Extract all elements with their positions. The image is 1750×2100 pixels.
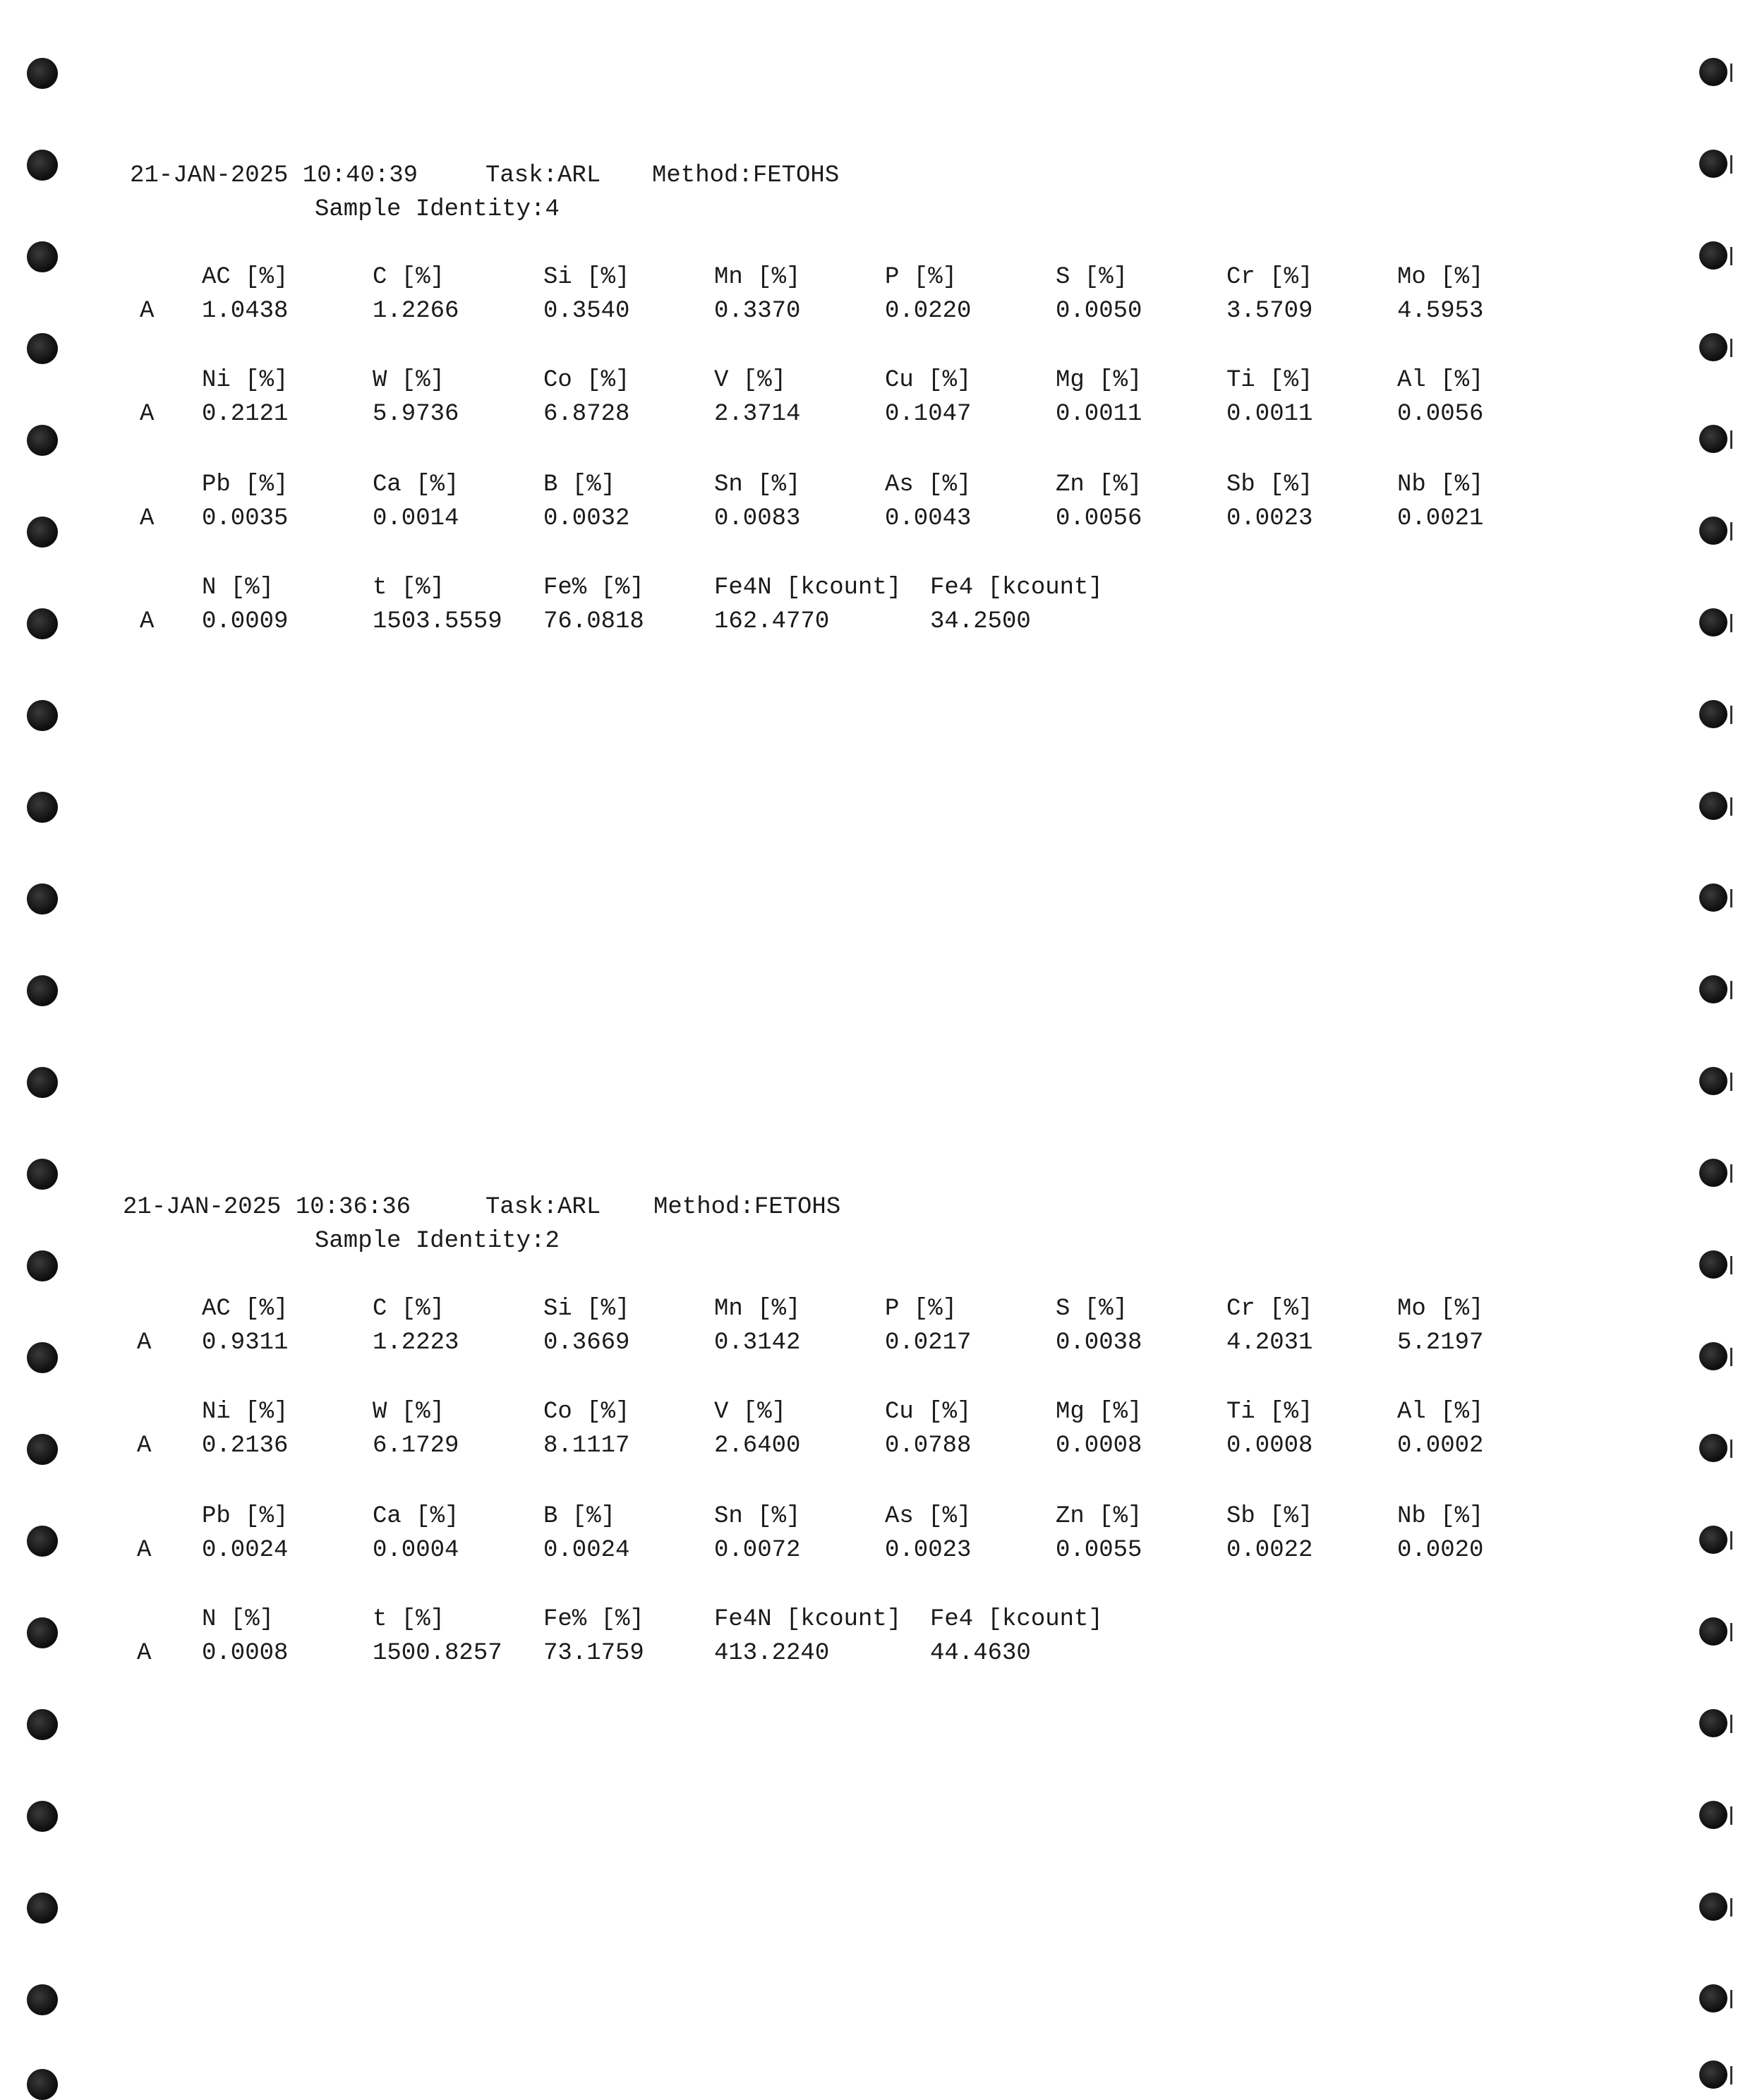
perforation-edge (1730, 981, 1732, 999)
row-marker: A (140, 505, 155, 532)
element-label: N [%] (202, 1606, 274, 1633)
row-marker: A (137, 1640, 152, 1667)
element-value: 162.4770 (714, 608, 830, 635)
element-value: 1.2266 (373, 298, 459, 325)
element-value: 0.0004 (373, 1537, 459, 1564)
perforation-edge (1730, 1073, 1732, 1091)
tractor-hole (1699, 58, 1727, 86)
report-method: Method:FETOHS (652, 162, 840, 189)
tractor-hole (1699, 241, 1727, 270)
tractor-hole (1699, 1434, 1727, 1462)
element-value: 5.9736 (373, 401, 459, 428)
element-value: 0.0008 (1226, 1432, 1313, 1459)
element-label: Nb [%] (1397, 1503, 1484, 1530)
element-value: 0.0022 (1226, 1537, 1313, 1564)
perforation-edge (1730, 1256, 1732, 1274)
element-value: 1.0438 (202, 298, 289, 325)
element-value: 0.0217 (885, 1329, 972, 1356)
perforation-edge (1730, 1164, 1732, 1183)
perforation-edge (1730, 64, 1732, 82)
element-label: Zn [%] (1056, 471, 1142, 498)
perforation-edge (1730, 706, 1732, 724)
perforation-edge (1730, 1990, 1732, 2008)
element-label: Sb [%] (1226, 471, 1313, 498)
element-label: Fe% [%] (543, 574, 644, 601)
element-value: 0.0056 (1397, 401, 1484, 428)
element-value: 1503.5559 (373, 608, 502, 635)
perforation-edge (1730, 1440, 1732, 1458)
row-marker: A (140, 298, 155, 325)
tractor-hole (1699, 975, 1727, 1003)
tractor-hole (27, 2069, 58, 2100)
perforation-edge (1730, 1898, 1732, 1917)
element-value: 0.0055 (1056, 1537, 1142, 1564)
element-value: 0.0021 (1397, 505, 1484, 532)
element-value: 0.0024 (202, 1537, 289, 1564)
report-task: Task:ARL (485, 162, 601, 189)
tractor-hole (1699, 333, 1727, 361)
element-label: Ti [%] (1226, 1399, 1313, 1425)
element-value: 0.2121 (202, 401, 289, 428)
element-label: Al [%] (1397, 367, 1484, 394)
element-label: Fe% [%] (543, 1606, 644, 1633)
tractor-hole (27, 1617, 58, 1648)
element-label: As [%] (885, 1503, 972, 1530)
perforation-edge (1730, 889, 1732, 907)
element-label: C [%] (373, 1296, 445, 1322)
element-value: 0.0008 (1056, 1432, 1142, 1459)
element-label: Pb [%] (202, 1503, 289, 1530)
element-value: 0.3669 (543, 1329, 630, 1356)
tractor-hole (27, 883, 58, 915)
element-value: 5.2197 (1397, 1329, 1484, 1356)
element-label: Mo [%] (1397, 1296, 1484, 1322)
element-label: W [%] (373, 1399, 445, 1425)
element-label: Ca [%] (373, 1503, 459, 1530)
tractor-hole (27, 425, 58, 456)
element-value: 0.0020 (1397, 1537, 1484, 1564)
perforation-edge (1730, 155, 1732, 174)
tractor-hole (27, 1434, 58, 1465)
element-label: V [%] (714, 367, 787, 394)
element-value: 4.5953 (1397, 298, 1484, 325)
element-label: Sn [%] (714, 471, 801, 498)
element-value: 3.5709 (1226, 298, 1313, 325)
tractor-hole (1699, 883, 1727, 912)
element-value: 1.2223 (373, 1329, 459, 1356)
element-label: Mo [%] (1397, 264, 1484, 291)
element-value: 0.0002 (1397, 1432, 1484, 1459)
perforation-edge (1730, 1348, 1732, 1366)
element-value: 2.3714 (714, 401, 801, 428)
element-label: S [%] (1056, 264, 1128, 291)
element-label: t [%] (373, 1606, 445, 1633)
element-value: 0.0023 (1226, 505, 1313, 532)
report-datetime: 21-JAN-2025 10:40:39 (130, 162, 418, 189)
element-label: Nb [%] (1397, 471, 1484, 498)
element-label: AC [%] (202, 1296, 289, 1322)
element-label: Zn [%] (1056, 1503, 1142, 1530)
tractor-hole (27, 333, 58, 364)
element-value: 413.2240 (714, 1640, 830, 1667)
element-value: 0.0009 (202, 608, 289, 635)
element-label: Sb [%] (1226, 1503, 1313, 1530)
tractor-hole (1699, 1709, 1727, 1737)
row-marker: A (137, 1329, 152, 1356)
report-method: Method:FETOHS (653, 1194, 841, 1221)
element-label: Mn [%] (714, 1296, 801, 1322)
sample-identity: Sample Identity:4 (315, 196, 560, 223)
element-value: 0.0011 (1226, 401, 1313, 428)
element-value: 73.1759 (543, 1640, 644, 1667)
element-label: Fe4 [kcount] (930, 1606, 1103, 1633)
element-value: 0.0024 (543, 1537, 630, 1564)
element-label: As [%] (885, 471, 972, 498)
element-value: 0.3540 (543, 298, 630, 325)
left-tractor-holes (11, 0, 61, 2094)
row-marker: A (140, 608, 155, 635)
element-label: Fe4N [kcount] (714, 1606, 902, 1633)
element-label: Cu [%] (885, 1399, 972, 1425)
tractor-hole (27, 58, 58, 89)
tractor-hole (27, 241, 58, 272)
tractor-hole (1699, 700, 1727, 728)
element-value: 6.8728 (543, 401, 630, 428)
tractor-hole (1699, 1526, 1727, 1554)
element-value: 76.0818 (543, 608, 644, 635)
element-label: N [%] (202, 574, 274, 601)
element-value: 0.0038 (1056, 1329, 1142, 1356)
tractor-hole (1699, 150, 1727, 178)
element-label: B [%] (543, 471, 616, 498)
perforation-edge (1730, 614, 1732, 632)
element-label: Ni [%] (202, 1399, 289, 1425)
tractor-hole (27, 975, 58, 1006)
element-label: P [%] (885, 264, 958, 291)
element-label: P [%] (885, 1296, 958, 1322)
tractor-hole (1699, 1342, 1727, 1370)
tractor-hole (27, 1067, 58, 1098)
element-value: 0.0220 (885, 298, 972, 325)
tractor-hole (27, 1159, 58, 1190)
element-value: 0.3370 (714, 298, 801, 325)
element-label: Ni [%] (202, 367, 289, 394)
row-marker: A (140, 401, 155, 428)
element-value: 0.2136 (202, 1432, 289, 1459)
element-label: W [%] (373, 367, 445, 394)
element-label: Al [%] (1397, 1399, 1484, 1425)
tractor-hole (1699, 792, 1727, 820)
element-label: Si [%] (543, 264, 630, 291)
perforation-edge (1730, 247, 1732, 265)
report-task: Task:ARL (485, 1194, 601, 1221)
element-value: 6.1729 (373, 1432, 459, 1459)
element-value: 0.0050 (1056, 298, 1142, 325)
perforation-edge (1730, 1531, 1732, 1550)
element-value: 0.0083 (714, 505, 801, 532)
element-label: Co [%] (543, 367, 630, 394)
element-value: 0.3142 (714, 1329, 801, 1356)
element-label: Cu [%] (885, 367, 972, 394)
element-label: S [%] (1056, 1296, 1128, 1322)
element-value: 0.0788 (885, 1432, 972, 1459)
row-marker: A (137, 1537, 152, 1564)
perforation-edge (1730, 2066, 1732, 2084)
tractor-hole (27, 150, 58, 181)
element-label: Sn [%] (714, 1503, 801, 1530)
element-value: 4.2031 (1226, 1329, 1313, 1356)
element-label: V [%] (714, 1399, 787, 1425)
tractor-hole (27, 700, 58, 731)
sample-identity: Sample Identity:2 (315, 1228, 560, 1255)
element-label: Mg [%] (1056, 1399, 1142, 1425)
tractor-hole (1699, 608, 1727, 636)
element-label: Co [%] (543, 1399, 630, 1425)
element-label: Fe4 [kcount] (930, 574, 1103, 601)
perforation-edge (1730, 1623, 1732, 1641)
tractor-hole (27, 1984, 58, 2015)
tractor-hole (27, 1893, 58, 1924)
element-label: Ti [%] (1226, 367, 1313, 394)
perforation-edge (1730, 1715, 1732, 1733)
tractor-hole (1699, 425, 1727, 453)
perforation-edge (1730, 1806, 1732, 1825)
tractor-hole (1699, 1250, 1727, 1279)
element-value: 0.0032 (543, 505, 630, 532)
element-value: 34.2500 (930, 608, 1031, 635)
perforation-edge (1730, 339, 1732, 357)
row-marker: A (137, 1432, 152, 1459)
element-value: 44.4630 (930, 1640, 1031, 1667)
element-label: t [%] (373, 574, 445, 601)
perforation-edge (1730, 797, 1732, 816)
element-label: AC [%] (202, 264, 289, 291)
element-value: 0.0008 (202, 1640, 289, 1667)
perforation-edge (1730, 430, 1732, 449)
tractor-hole (1699, 1801, 1727, 1829)
element-value: 0.1047 (885, 401, 972, 428)
tractor-hole (27, 1342, 58, 1373)
element-label: Fe4N [kcount] (714, 574, 902, 601)
element-label: B [%] (543, 1503, 616, 1530)
element-value: 0.0043 (885, 505, 972, 532)
tractor-hole (27, 608, 58, 639)
tractor-hole (1699, 1159, 1727, 1187)
tractor-hole (27, 1250, 58, 1281)
element-value: 0.0056 (1056, 505, 1142, 532)
tractor-hole (1699, 517, 1727, 545)
element-value: 0.9311 (202, 1329, 289, 1356)
tractor-hole (27, 792, 58, 823)
element-label: Mg [%] (1056, 367, 1142, 394)
tractor-hole (27, 517, 58, 548)
element-value: 0.0072 (714, 1537, 801, 1564)
element-value: 0.0035 (202, 505, 289, 532)
element-label: Ca [%] (373, 471, 459, 498)
element-value: 1500.8257 (373, 1640, 502, 1667)
tractor-hole (1699, 1067, 1727, 1095)
element-label: Cr [%] (1226, 264, 1313, 291)
element-value: 0.0011 (1056, 401, 1142, 428)
element-label: Pb [%] (202, 471, 289, 498)
element-label: Mn [%] (714, 264, 801, 291)
perforation-edge (1730, 522, 1732, 541)
element-value: 0.0014 (373, 505, 459, 532)
element-value: 8.1117 (543, 1432, 630, 1459)
report-datetime: 21-JAN-2025 10:36:36 (123, 1194, 411, 1221)
tractor-hole (1699, 1893, 1727, 1921)
tractor-hole (27, 1526, 58, 1557)
right-tractor-holes (1692, 0, 1742, 2094)
element-label: Si [%] (543, 1296, 630, 1322)
element-value: 0.0023 (885, 1537, 972, 1564)
tractor-hole (1699, 1617, 1727, 1646)
tractor-hole (27, 1709, 58, 1740)
tractor-hole (1699, 1984, 1727, 2012)
tractor-hole (27, 1801, 58, 1832)
element-value: 2.6400 (714, 1432, 801, 1459)
tractor-hole (1699, 2060, 1727, 2089)
element-label: C [%] (373, 264, 445, 291)
element-label: Cr [%] (1226, 1296, 1313, 1322)
